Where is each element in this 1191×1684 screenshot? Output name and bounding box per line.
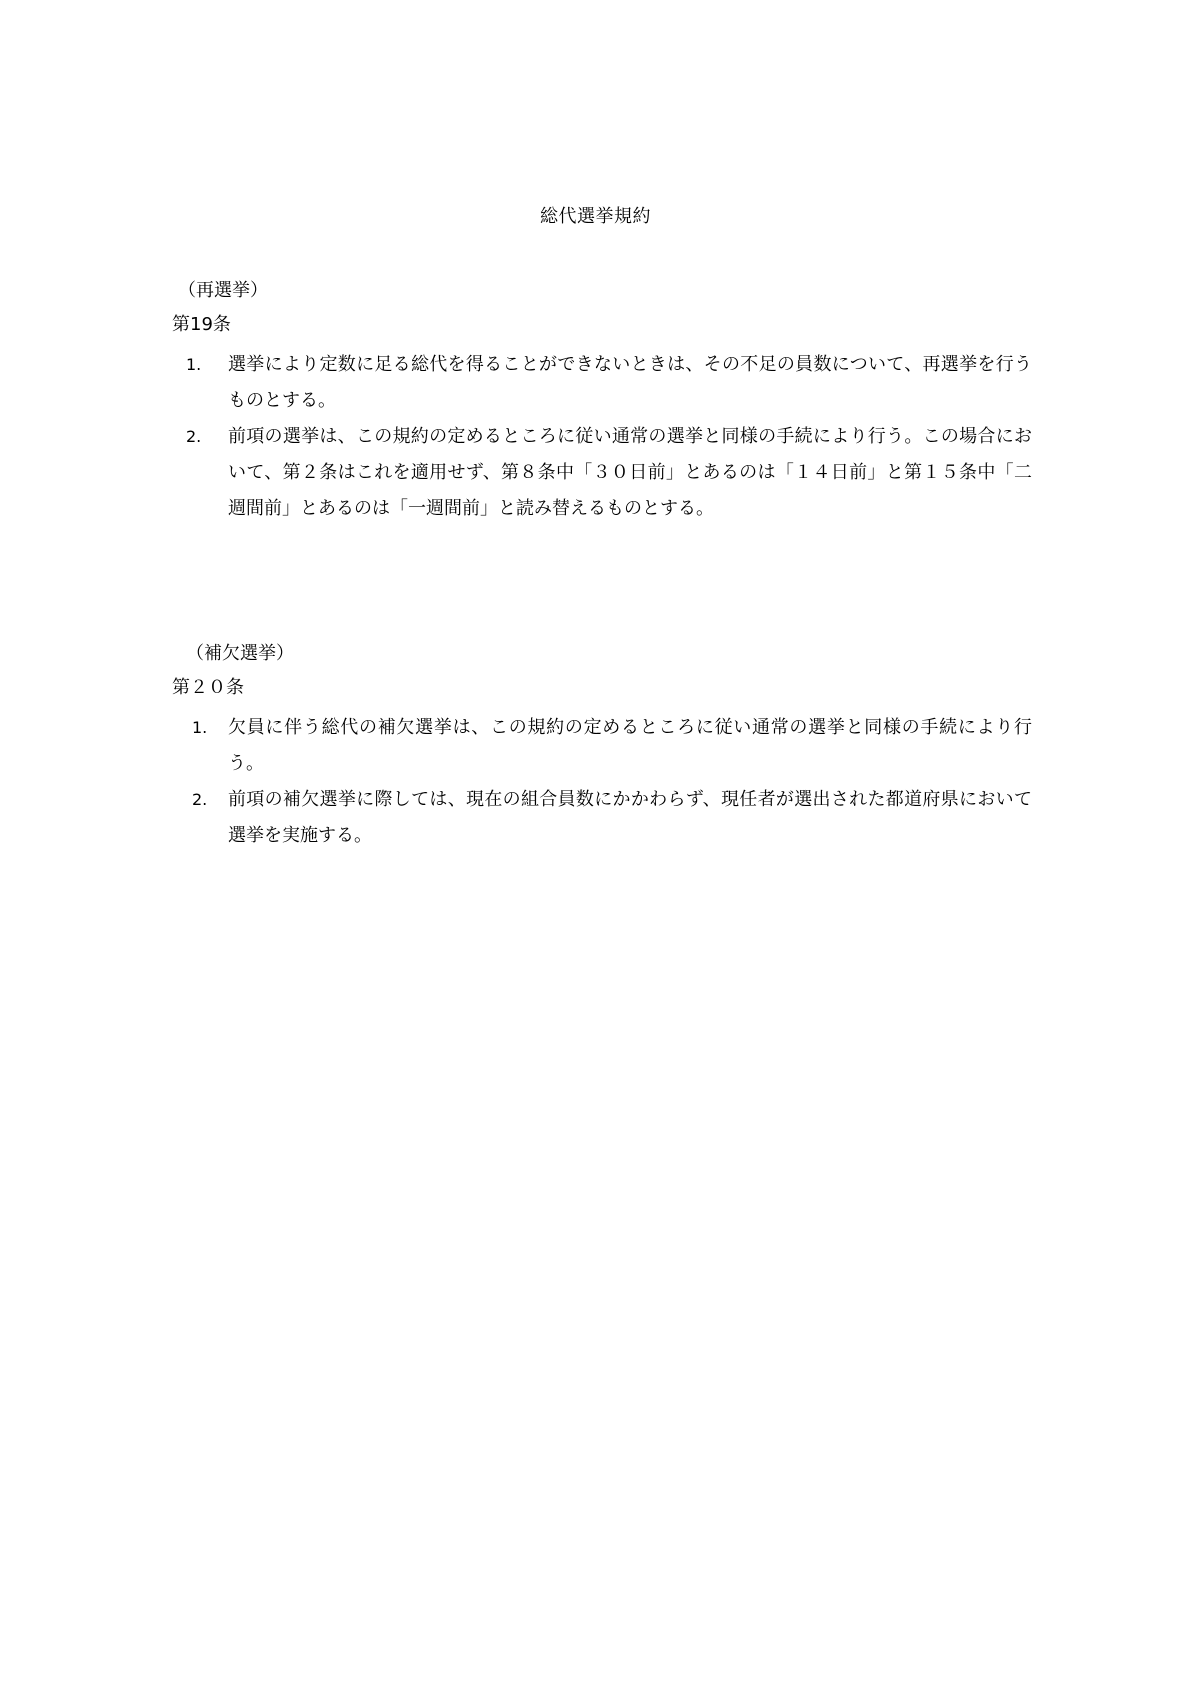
clause-item (172, 347, 1032, 419)
article-section-by-election (172, 642, 1032, 854)
clause-text: 前項の補欠選挙に際しては、現在の組合員数にかかわらず、現任者が選出された都道府県において選挙を実施する。 (228, 789, 1032, 846)
clause-number: 2. (186, 427, 202, 446)
article-section-reelection (172, 279, 1032, 527)
clause-number: 2. (192, 790, 208, 809)
clause-text: 前項の選挙は、この規約の定めるところに従い通常の選挙と同様の手続により行う。この場合において、第２条はこれを適用せず、第８条中「３０日前」とあるのは「１４日前」と第１５条中「二週間前」とあるのは「一週間前」と読み替えるものとする。 (228, 426, 1032, 519)
article-caption: （再選挙） (178, 280, 268, 301)
document-title: 総代選挙規約 (540, 206, 651, 227)
clause-text: 欠員に伴う総代の補欠選挙は、この規約の定めるところに従い通常の選挙と同様の手続により行う。 (228, 717, 1032, 774)
clause-item (172, 782, 1032, 854)
clause-number: 1. (192, 718, 208, 737)
clause-list (172, 347, 1032, 527)
clause-list (172, 710, 1032, 854)
clause-item (172, 419, 1032, 527)
article-caption: （補欠選挙） (186, 643, 294, 664)
clause-number: 1. (186, 355, 202, 374)
article-heading: 第19条 (172, 314, 231, 335)
clause-text: 選挙により定数に足る総代を得ることができないときは、その不足の員数について、再選挙を行うものとする。 (228, 354, 1032, 411)
article-heading: 第２０条 (172, 677, 244, 698)
clause-item (172, 710, 1032, 782)
